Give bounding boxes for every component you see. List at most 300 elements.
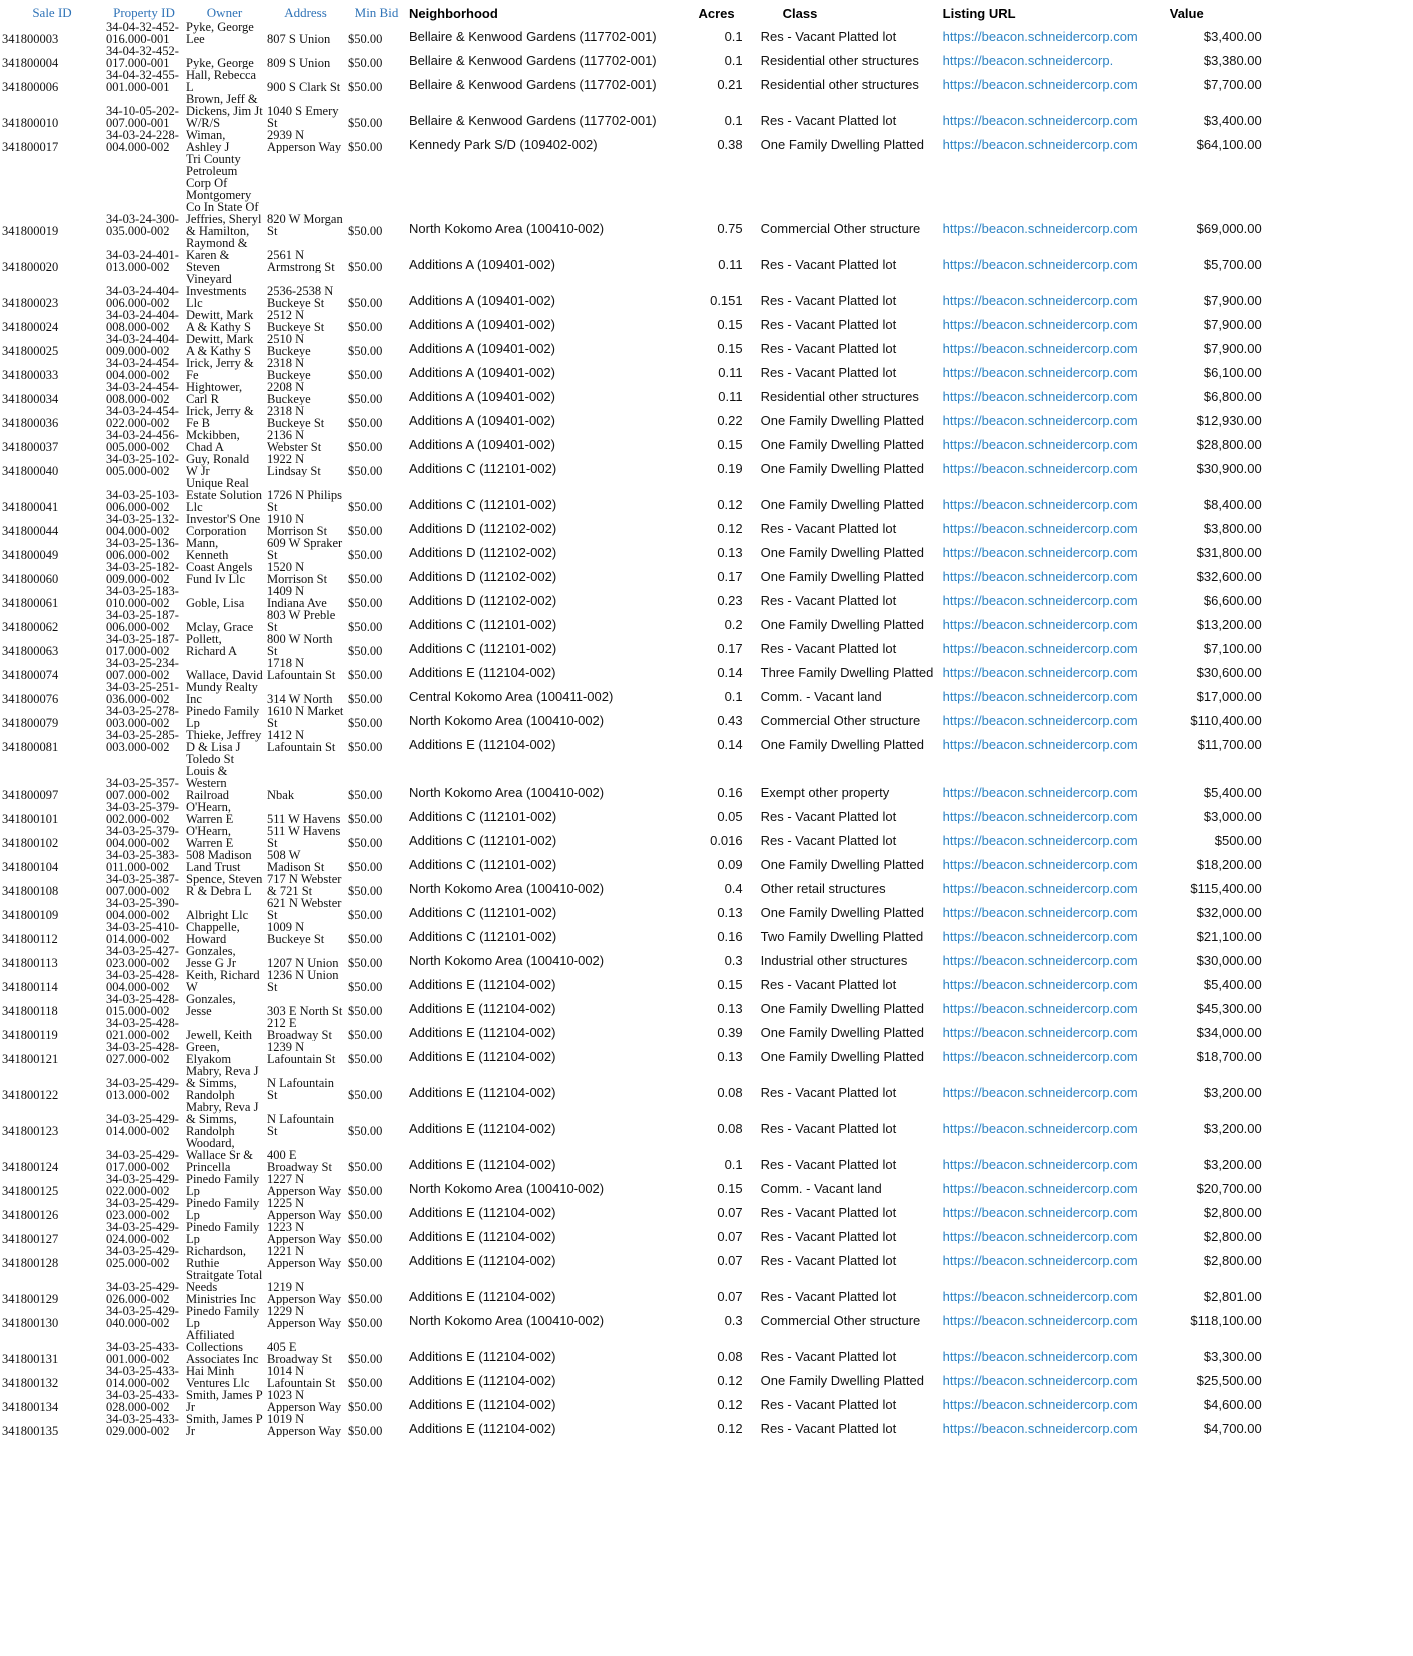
property-id-cell: 34-03-24-454-004.000-002 <box>106 357 179 381</box>
class-cell: Other retail structures <box>760 881 886 896</box>
listing-url-link[interactable]: https://beacon.schneidercorp.com <box>942 1397 1138 1412</box>
address-cell: 1239 N Lafountain St <box>267 1041 336 1065</box>
listing-url-link[interactable]: https://beacon.schneidercorp.com <box>942 905 1138 920</box>
spacer-cell <box>745 93 759 129</box>
acres-cell: 0.12 <box>717 1421 743 1436</box>
address-cell: 2939 N Apperson Way <box>267 129 342 153</box>
listing-url-link[interactable]: https://beacon.schneidercorp.com <box>942 929 1138 944</box>
owner-cell: Goble, Lisa <box>186 596 245 609</box>
property-id-cell: 34-03-25-428-027.000-002 <box>106 1041 179 1065</box>
spacer-cell <box>745 129 759 153</box>
listing-url-link[interactable]: https://beacon.schneidercorp.com <box>942 137 1138 152</box>
sale-id-cell: 341800097 <box>2 788 59 801</box>
spacer-cell <box>745 333 759 357</box>
listing-url-link[interactable]: https://beacon.schneidercorp.com <box>942 1373 1138 1388</box>
owner-cell: Thieke, Jeffrey D & Lisa J <box>186 729 262 753</box>
table-row <box>0 381 1264 405</box>
neighborhood-cell: Additions A (109401-002) <box>409 437 555 452</box>
owner-cell: Tri County Petroleum Corp Of Montgomery Co In State Of Jeffries, Sheryl & Hamilton, <box>186 153 262 237</box>
address-cell: 1009 N Buckeye St <box>267 921 325 945</box>
neighborhood-cell: Additions E (112104-002) <box>409 737 556 752</box>
neighborhood-cell: Additions C (112101-002) <box>409 809 557 824</box>
table-row <box>0 273 1264 309</box>
table-row <box>0 477 1264 513</box>
table-row <box>0 537 1264 561</box>
table-row <box>0 993 1264 1017</box>
table-row <box>0 1269 1264 1305</box>
value-cell: $5,400.00 <box>1203 785 1262 800</box>
listing-url-link[interactable]: https://beacon.schneidercorp.com <box>942 953 1138 968</box>
property-id-cell: 34-03-25-429-040.000-002 <box>106 1305 179 1329</box>
value-cell: $45,300.00 <box>1196 1001 1262 1016</box>
spacer-cell <box>745 681 759 705</box>
acres-cell: 0.23 <box>717 593 743 608</box>
listing-url-link[interactable]: https://beacon.schneidercorp.com <box>942 365 1138 380</box>
listing-url-link[interactable]: https://beacon.schneidercorp.com <box>942 437 1138 452</box>
owner-cell: 508 Madison Land Trust <box>186 849 252 873</box>
min-bid-cell: $50.00 <box>348 296 383 309</box>
acres-cell: 0.1 <box>724 53 743 68</box>
sale-id-cell: 341800060 <box>2 572 59 585</box>
class-cell: One Family Dwelling Platted <box>760 1001 924 1016</box>
min-bid-cell: $50.00 <box>348 440 383 453</box>
class-cell: One Family Dwelling Platted <box>760 905 924 920</box>
property-id-cell: 34-03-24-404-009.000-002 <box>106 333 179 357</box>
neighborhood-cell: Additions D (112102-002) <box>409 521 557 536</box>
min-bid-cell: $50.00 <box>348 860 383 873</box>
listing-url-link[interactable]: https://beacon.schneidercorp.com <box>942 881 1138 896</box>
neighborhood-cell: Additions D (112102-002) <box>409 545 557 560</box>
property-id-cell: 34-04-32-452-016.000-001 <box>106 21 179 45</box>
acres-cell: 0.07 <box>717 1289 743 1304</box>
sale-id-cell: 341800129 <box>2 1292 59 1305</box>
property-id-cell: 34-10-05-202-007.000-001 <box>106 104 179 129</box>
acres-cell: 0.17 <box>717 641 743 656</box>
sale-id-cell: 341800063 <box>2 644 59 657</box>
property-id-cell: 34-03-25-183-010.000-002 <box>106 585 179 609</box>
listing-url-link[interactable]: https://beacon.schneidercorp.com <box>942 1157 1138 1172</box>
listing-url-link[interactable]: https://beacon.schneidercorp.com <box>942 113 1138 128</box>
header-class: Class <box>782 6 818 21</box>
neighborhood-cell: Additions C (112101-002) <box>409 857 557 872</box>
spacer-cell <box>745 405 759 429</box>
listing-url-link[interactable]: https://beacon.schneidercorp.com <box>942 1289 1138 1304</box>
property-id-cell: 34-03-25-429-022.000-002 <box>106 1173 179 1197</box>
table-row <box>0 309 1264 333</box>
table-row <box>0 1305 1264 1329</box>
min-bid-cell: $50.00 <box>348 524 383 537</box>
sale-id-cell: 341800004 <box>2 56 59 69</box>
property-id-cell: 34-03-25-357-007.000-002 <box>106 776 179 801</box>
spacer-cell <box>745 153 759 237</box>
listing-url-link[interactable]: https://beacon.schneidercorp.com <box>942 1349 1138 1364</box>
min-bid-cell: $50.00 <box>348 980 383 993</box>
listing-url-link[interactable]: https://beacon.schneidercorp.com <box>942 257 1138 272</box>
address-cell: 212 E Broadway St <box>267 1017 332 1041</box>
value-cell: $31,800.00 <box>1196 545 1262 560</box>
sale-id-cell: 341800062 <box>2 620 59 633</box>
table-row <box>0 681 1264 705</box>
value-cell: $32,600.00 <box>1196 569 1262 584</box>
class-cell: Two Family Dwelling Platted <box>760 929 924 944</box>
listing-url-link[interactable]: https://beacon.schneidercorp.com <box>942 1229 1138 1244</box>
property-id-cell: 34-03-25-383-011.000-002 <box>106 849 179 873</box>
header-acres: Acres <box>698 6 735 21</box>
property-id-cell: 34-03-24-404-006.000-002 <box>106 284 179 309</box>
acres-cell: 0.05 <box>717 809 743 824</box>
neighborhood-cell: Additions E (112104-002) <box>409 1421 556 1436</box>
header-property-id: Property ID <box>113 5 175 20</box>
min-bid-cell: $50.00 <box>348 392 383 405</box>
sale-id-cell: 341800112 <box>2 932 58 945</box>
table-row <box>0 21 1264 45</box>
listing-url-link[interactable]: https://beacon.schneidercorp.com <box>942 641 1138 656</box>
table-row <box>0 825 1264 849</box>
spacer-cell <box>745 477 759 513</box>
spacer-cell <box>745 1365 759 1389</box>
table-row <box>0 609 1264 633</box>
spacer-cell <box>745 705 759 729</box>
neighborhood-cell: North Kokomo Area (100410-002) <box>409 713 605 728</box>
property-id-cell: 34-03-24-401-013.000-002 <box>106 248 179 273</box>
min-bid-cell: $50.00 <box>348 1292 383 1305</box>
address-cell: 1219 N Apperson Way <box>267 1280 342 1305</box>
table-row <box>0 801 1264 825</box>
owner-cell: Pyke, George <box>186 56 254 69</box>
acres-cell: 0.1 <box>724 689 743 704</box>
property-id-cell: 34-03-25-251-036.000-002 <box>106 681 179 705</box>
listing-url-link[interactable]: https://beacon.schneidercorp.com <box>942 1025 1138 1040</box>
min-bid-cell: $50.00 <box>348 1376 383 1389</box>
listing-url-link[interactable]: https://beacon.schneidercorp.com <box>942 833 1138 848</box>
spacer-cell <box>745 825 759 849</box>
value-cell: $18,700.00 <box>1196 1049 1262 1064</box>
sale-id-cell: 341800025 <box>2 344 59 357</box>
address-cell: 2208 N Buckeye <box>267 381 311 405</box>
spacer-cell <box>745 1413 759 1437</box>
min-bid-cell: $50.00 <box>348 596 383 609</box>
value-cell: $7,100.00 <box>1203 641 1262 656</box>
owner-cell: Mckibben, Chad A <box>186 429 240 453</box>
spacer-cell <box>745 537 759 561</box>
spacer-cell <box>745 873 759 897</box>
address-cell: 1207 N Union <box>267 956 339 969</box>
owner-cell: Mabry, Reva J & Simms, Randolph <box>186 1065 259 1101</box>
neighborhood-cell: Additions E (112104-002) <box>409 1373 556 1388</box>
neighborhood-cell: Additions A (109401-002) <box>409 365 555 380</box>
value-cell: $3,400.00 <box>1203 113 1262 128</box>
value-cell: $2,800.00 <box>1203 1205 1262 1220</box>
sale-id-cell: 341800119 <box>2 1028 58 1041</box>
sale-id-cell: 341800118 <box>2 1004 58 1017</box>
property-id-cell: 34-03-25-132-004.000-002 <box>106 513 179 537</box>
class-cell: One Family Dwelling Platted <box>760 1049 924 1064</box>
sale-id-cell: 341800034 <box>2 392 59 405</box>
address-cell: 1023 N Apperson Way <box>267 1389 342 1413</box>
value-cell: $3,800.00 <box>1203 521 1262 536</box>
acres-cell: 0.21 <box>717 77 743 92</box>
min-bid-cell: $50.00 <box>348 692 383 705</box>
listing-url-link[interactable]: https://beacon.schneidercorp.com <box>942 521 1138 536</box>
spacer-cell <box>745 1329 759 1365</box>
neighborhood-cell: Additions E (112104-002) <box>409 1205 556 1220</box>
sale-id-cell: 341800114 <box>2 980 58 993</box>
class-cell: Commercial Other structure <box>760 221 921 236</box>
class-cell: Res - Vacant Platted lot <box>760 1349 897 1364</box>
address-cell: 1221 N Apperson Way <box>267 1245 342 1269</box>
listing-url-link[interactable]: https://beacon.schneidercorp.com <box>942 413 1138 428</box>
table-row <box>0 729 1264 753</box>
listing-url-link[interactable]: https://beacon.schneidercorp.com <box>942 1181 1138 1196</box>
listing-url-link[interactable]: https://beacon.schneidercorp.com <box>942 1121 1138 1136</box>
listing-url-link[interactable]: https://beacon.schneidercorp.com <box>942 461 1138 476</box>
header-value: Value <box>1169 6 1204 21</box>
value-cell: $17,000.00 <box>1196 689 1262 704</box>
neighborhood-cell: Additions E (112104-002) <box>409 665 556 680</box>
listing-url-link[interactable]: https://beacon.schneidercorp.com <box>942 389 1138 404</box>
class-cell: Res - Vacant Platted lot <box>760 1205 897 1220</box>
listing-url-link[interactable]: https://beacon.schneidercorp.com <box>942 977 1138 992</box>
min-bid-cell: $50.00 <box>348 464 383 477</box>
min-bid-cell: $50.00 <box>348 1316 383 1329</box>
neighborhood-cell: Bellaire & Kenwood Gardens (117702-001) <box>409 29 657 44</box>
acres-cell: 0.17 <box>717 569 743 584</box>
listing-url-link[interactable]: https://beacon.schneidercorp.com <box>942 857 1138 872</box>
neighborhood-cell: Additions E (112104-002) <box>409 1289 556 1304</box>
property-id-cell: 34-03-25-429-017.000-002 <box>106 1148 179 1173</box>
min-bid-cell: $50.00 <box>348 1424 383 1437</box>
owner-cell: O'Hearn, Warren E <box>186 801 234 825</box>
sale-id-cell: 341800076 <box>2 692 59 705</box>
address-cell: 1520 N Morrison St <box>267 561 328 585</box>
listing-url-link[interactable]: https://beacon.schneidercorp.com <box>942 1253 1138 1268</box>
property-id-cell: 34-04-32-455-001.000-001 <box>106 69 179 93</box>
listing-url-link[interactable]: https://beacon.schneidercorp.com <box>942 29 1138 44</box>
spacer-cell <box>745 729 759 753</box>
min-bid-cell: $50.00 <box>348 812 383 825</box>
address-cell: Nbak <box>267 788 295 801</box>
spacer-cell <box>745 585 759 609</box>
min-bid-cell: $50.00 <box>348 572 383 585</box>
class-cell: One Family Dwelling Platted <box>760 857 924 872</box>
address-cell: 1718 N Lafountain St <box>267 657 336 681</box>
value-cell: $4,700.00 <box>1203 1421 1262 1436</box>
property-id-cell: 34-03-24-228-004.000-002 <box>106 129 179 153</box>
class-cell: One Family Dwelling Platted <box>760 617 924 632</box>
table-row <box>0 69 1264 93</box>
owner-cell: Mundy Realty Inc <box>186 681 258 705</box>
listing-url-link[interactable]: https://beacon.schneidercorp.com <box>942 221 1138 236</box>
table-row <box>0 633 1264 657</box>
neighborhood-cell: Additions E (112104-002) <box>409 1349 556 1364</box>
acres-cell: 0.19 <box>717 461 743 476</box>
sale-id-cell: 341800044 <box>2 524 59 537</box>
value-cell: $28,800.00 <box>1196 437 1262 452</box>
listing-url-link[interactable]: https://beacon.schneidercorp.com <box>942 317 1138 332</box>
listing-url-link[interactable]: https://beacon.schneidercorp.com <box>942 77 1138 92</box>
property-id-cell: 34-03-25-428-004.000-002 <box>106 969 179 993</box>
property-id-cell: 34-03-25-387-007.000-002 <box>106 873 179 897</box>
value-cell: $13,200.00 <box>1196 617 1262 632</box>
acres-cell: 0.39 <box>717 1025 743 1040</box>
listing-url-link[interactable]: https://beacon.schneidercorp.com <box>942 665 1138 680</box>
min-bid-cell: $50.00 <box>348 1052 383 1065</box>
owner-cell: Wiman, Ashley J <box>186 129 230 153</box>
class-cell: Res - Vacant Platted lot <box>760 1289 897 1304</box>
acres-cell: 0.3 <box>724 1313 743 1328</box>
spacer-cell <box>745 1137 759 1173</box>
sale-id-cell: 341800109 <box>2 908 59 921</box>
min-bid-cell: $50.00 <box>348 260 383 273</box>
listing-url-link[interactable]: https://beacon.schneidercorp.com <box>942 1001 1138 1016</box>
value-cell: $6,100.00 <box>1203 365 1262 380</box>
acres-cell: 0.14 <box>717 737 743 752</box>
address-cell: 2561 N Armstrong St <box>267 248 335 273</box>
class-cell: One Family Dwelling Platted <box>760 413 924 428</box>
listing-url-link[interactable]: https://beacon.schneidercorp.com <box>942 785 1138 800</box>
address-cell: 1610 N Market St <box>267 705 344 729</box>
acres-cell: 0.07 <box>717 1253 743 1268</box>
sale-id-cell: 341800125 <box>2 1184 59 1197</box>
acres-cell: 0.016 <box>710 833 743 848</box>
class-cell: Res - Vacant Platted lot <box>760 365 897 380</box>
owner-cell: Smith, James P Jr <box>186 1413 263 1437</box>
sale-id-cell: 341800041 <box>2 500 59 513</box>
sale-id-cell: 341800134 <box>2 1400 59 1413</box>
address-cell: 1409 N Indiana Ave <box>267 585 327 609</box>
address-cell: 511 W Havens <box>267 812 341 825</box>
neighborhood-cell: Additions C (112101-002) <box>409 905 557 920</box>
listing-url-link[interactable]: https://beacon.schneidercorp.com <box>942 1085 1138 1100</box>
address-cell: 800 W North St <box>267 633 333 657</box>
table-row <box>0 405 1264 429</box>
min-bid-cell: $50.00 <box>348 1232 383 1245</box>
min-bid-cell: $50.00 <box>348 1400 383 1413</box>
sale-id-cell: 341800003 <box>2 32 59 45</box>
listing-url-link[interactable]: https://beacon.schneidercorp.com <box>942 593 1138 608</box>
listing-url-link[interactable]: https://beacon.schneidercorp.com <box>942 1313 1138 1328</box>
value-cell: $30,000.00 <box>1196 953 1262 968</box>
neighborhood-cell: Additions A (109401-002) <box>409 341 555 356</box>
neighborhood-cell: Additions C (112101-002) <box>409 833 557 848</box>
owner-cell: Affiliated Collections Associates Inc <box>186 1329 259 1365</box>
address-cell: 2136 N Webster St <box>267 429 322 453</box>
min-bid-cell: $50.00 <box>348 500 383 513</box>
table-row <box>0 357 1264 381</box>
acres-cell: 0.75 <box>717 221 743 236</box>
sale-id-cell: 341800049 <box>2 548 59 561</box>
listing-url-link[interactable]: https://beacon.schneidercorp.com <box>942 809 1138 824</box>
min-bid-cell: $50.00 <box>348 368 383 381</box>
neighborhood-cell: Additions A (109401-002) <box>409 389 555 404</box>
listing-url-link[interactable]: https://beacon.schneidercorp.com <box>942 689 1138 704</box>
listing-url-link[interactable]: https://beacon.schneidercorp.com <box>942 1421 1138 1436</box>
spacer-cell <box>745 273 759 309</box>
min-bid-cell: $50.00 <box>348 716 383 729</box>
acres-cell: 0.15 <box>717 977 743 992</box>
min-bid-cell: $50.00 <box>348 32 383 45</box>
class-cell: Res - Vacant Platted lot <box>760 341 897 356</box>
min-bid-cell: $50.00 <box>348 836 383 849</box>
spacer-cell <box>745 357 759 381</box>
property-id-cell: 34-03-25-182-009.000-002 <box>106 561 179 585</box>
property-id-cell: 34-03-24-404-008.000-002 <box>106 309 179 333</box>
min-bid-cell: $50.00 <box>348 932 383 945</box>
value-cell: $30,600.00 <box>1196 665 1262 680</box>
listing-url-link[interactable]: https://beacon.schneidercorp.com <box>942 713 1138 728</box>
min-bid-cell: $50.00 <box>348 1256 383 1269</box>
address-cell: 1412 N Lafountain St <box>267 729 336 753</box>
listing-url-link[interactable]: https://beacon.schneidercorp.com <box>942 341 1138 356</box>
listing-url-link[interactable]: https://beacon.schneidercorp.com <box>942 1049 1138 1064</box>
listing-url-link[interactable]: https://beacon.schneidercorp.com <box>942 293 1138 308</box>
neighborhood-cell: Additions E (112104-002) <box>409 1001 556 1016</box>
value-cell: $20,700.00 <box>1196 1181 1262 1196</box>
sale-id-cell: 341800104 <box>2 860 59 873</box>
owner-cell: Smith, James P Jr <box>186 1389 263 1413</box>
property-id-cell: 34-03-25-429-025.000-002 <box>106 1245 179 1269</box>
owner-cell: Investor'S One Corporation <box>186 513 261 537</box>
property-id-cell: 34-03-25-136-006.000-002 <box>106 537 179 561</box>
sale-id-cell: 341800017 <box>2 140 59 153</box>
class-cell: One Family Dwelling Platted <box>760 461 924 476</box>
sale-id-cell: 341800122 <box>2 1088 59 1101</box>
class-cell: Exempt other property <box>760 785 890 800</box>
owner-cell: Raymond & Karen & Steven <box>186 237 248 273</box>
class-cell: Res - Vacant Platted lot <box>760 809 897 824</box>
owner-cell: Irick, Jerry & Fe <box>186 357 254 381</box>
listing-url-link[interactable]: https://beacon.schneidercorp.com <box>942 497 1138 512</box>
acres-cell: 0.43 <box>717 713 743 728</box>
listing-url-link[interactable]: https://beacon.schneidercorp.com <box>942 569 1138 584</box>
acres-cell: 0.1 <box>724 1157 743 1172</box>
header-sale-id: Sale ID <box>32 5 72 20</box>
value-cell: $3,400.00 <box>1203 29 1262 44</box>
acres-cell: 0.12 <box>717 521 743 536</box>
spacer-cell <box>745 381 759 405</box>
min-bid-cell: $50.00 <box>348 788 383 801</box>
value-cell: $2,800.00 <box>1203 1253 1262 1268</box>
acres-cell: 0.13 <box>717 1001 743 1016</box>
neighborhood-cell: North Kokomo Area (100410-002) <box>409 785 605 800</box>
table-row <box>0 753 1264 801</box>
value-cell: $12,930.00 <box>1196 413 1262 428</box>
address-cell: 1223 N Apperson Way <box>267 1221 342 1245</box>
acres-cell: 0.08 <box>717 1085 743 1100</box>
listing-url-link[interactable]: https://beacon.schneidercorp.com <box>942 1205 1138 1220</box>
header-neighborhood: Neighborhood <box>409 6 498 21</box>
sale-id-cell: 341800079 <box>2 716 59 729</box>
class-cell: One Family Dwelling Platted <box>760 437 924 452</box>
listing-url-link[interactable]: https://beacon.schneidercorp.com <box>942 617 1138 632</box>
sale-id-cell: 341800074 <box>2 668 59 681</box>
spacer-cell <box>745 1197 759 1221</box>
neighborhood-cell: Additions C (112101-002) <box>409 617 557 632</box>
sale-id-cell: 341800102 <box>2 836 59 849</box>
neighborhood-cell: North Kokomo Area (100410-002) <box>409 1313 605 1328</box>
value-cell: $21,100.00 <box>1196 929 1262 944</box>
owner-cell: Pinedo Family Lp <box>186 1221 260 1245</box>
listing-url-link[interactable]: https://beacon.schneidercorp.com <box>942 737 1138 752</box>
listing-url-link[interactable]: https://beacon.schneidercorp.com <box>942 545 1138 560</box>
acres-cell: 0.11 <box>718 365 743 380</box>
neighborhood-cell: Additions A (109401-002) <box>409 293 555 308</box>
acres-cell: 0.08 <box>717 1121 743 1136</box>
value-cell: $3,380.00 <box>1203 53 1262 68</box>
listing-url-link[interactable]: https://beacon.schneidercorp. <box>942 53 1114 68</box>
value-cell: $7,900.00 <box>1203 293 1262 308</box>
table-row <box>0 1137 1264 1173</box>
